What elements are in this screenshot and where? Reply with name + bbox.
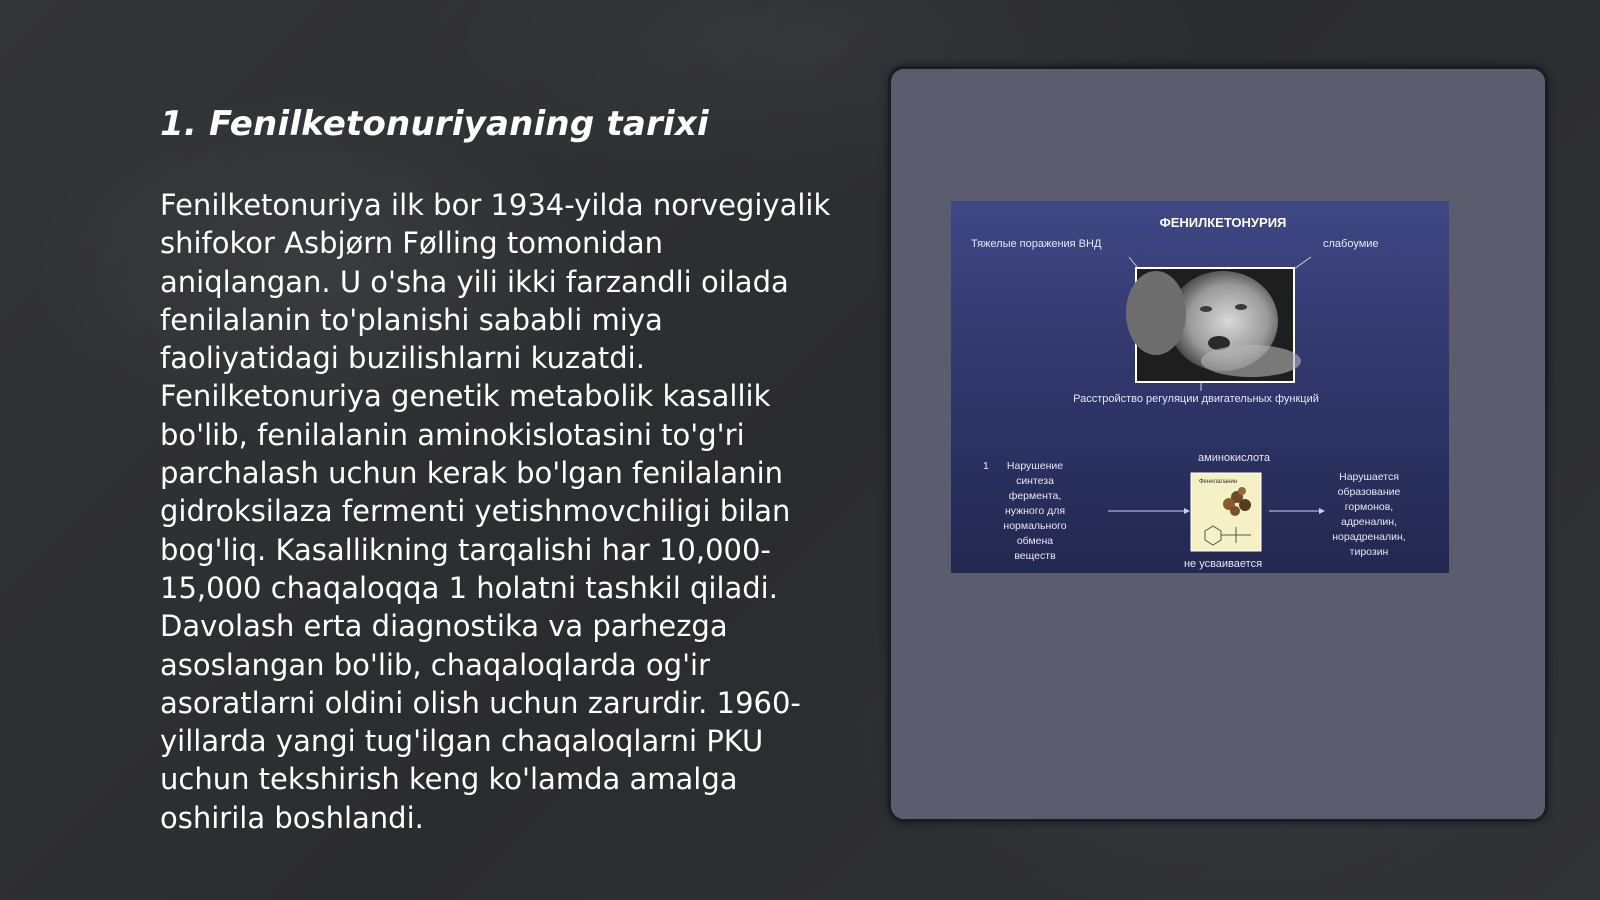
label-dementia: слабоумие — [1323, 238, 1379, 250]
slide-body-text: Fenilketonuriya ilk bor 1934-yilda norvegiyalik shifokor Asbjørn Følling tomonidan aniqlangan. U o'sha yili ikki farzandli oilada fenilalanin to'planishi sababli miya faoliyatidagi buzilishlarni kuzatdi. Fenilketonuriya genetik metabolik kasallik bo'lib, fenilalanin aminokislotasini to'g'ri parchalash uchun kerak bo'lgan fenilalanin gidroksilaza fermenti yetishmovchiligi bilan bog'liq. Kasallikning tarqalishi har 10,000-15,000 chaqaloqqa 1 holatni tashkil qiladi. Davolash erta diagnostika va parhezga asoslangan bo'lib, chaqaloqlarda og'ir asoratlarni oldini olish uchun zarurdir. 1960-yillarda yangi tug'ilgan chaqaloqlarni PKU uchun tekshirish keng ko'lamda amalga oshirila boshlandi. — [160, 188, 831, 835]
effect-line: Нарушается — [1339, 471, 1399, 483]
image-frame — [888, 66, 1548, 822]
effect-line: гормонов, — [1344, 501, 1394, 513]
cause-line: Нарушение — [1006, 460, 1064, 472]
cause-line: нормального — [1003, 520, 1067, 532]
effect-line: тирозин — [1349, 546, 1389, 558]
label-cns-damage: Тяжелые поражения ВНД — [971, 238, 1102, 250]
cause-line: фермента, — [1008, 490, 1062, 502]
label-not-absorbed: не усваивается — [1183, 558, 1263, 570]
cause-line: нужного для — [1004, 505, 1066, 517]
phenylalanine-molecule — [1191, 473, 1261, 551]
cause-line: веществ — [1014, 550, 1056, 562]
effect-line: норадреналин, — [1332, 531, 1406, 543]
effect-line: адреналин, — [1341, 516, 1397, 528]
diagram-title: ФЕНИЛКЕТОНУРИЯ — [1159, 215, 1287, 230]
molecule-label: Фенилаланин — [1199, 479, 1238, 485]
slide-title: 1. Fenilketonuriyaning tarixi — [160, 104, 709, 144]
cause-line: синтеза — [1016, 475, 1054, 487]
effect-line: образование — [1337, 486, 1401, 498]
caption-motor-disorder: Расстройство регуляции двигательных функций — [1073, 393, 1319, 405]
pku-diagram — [951, 201, 1449, 573]
label-amino-acid: аминокислота — [1198, 452, 1270, 464]
cause-line: обмена — [1016, 535, 1054, 547]
step-number: 1 — [983, 460, 989, 472]
baby-photo — [1126, 267, 1301, 383]
